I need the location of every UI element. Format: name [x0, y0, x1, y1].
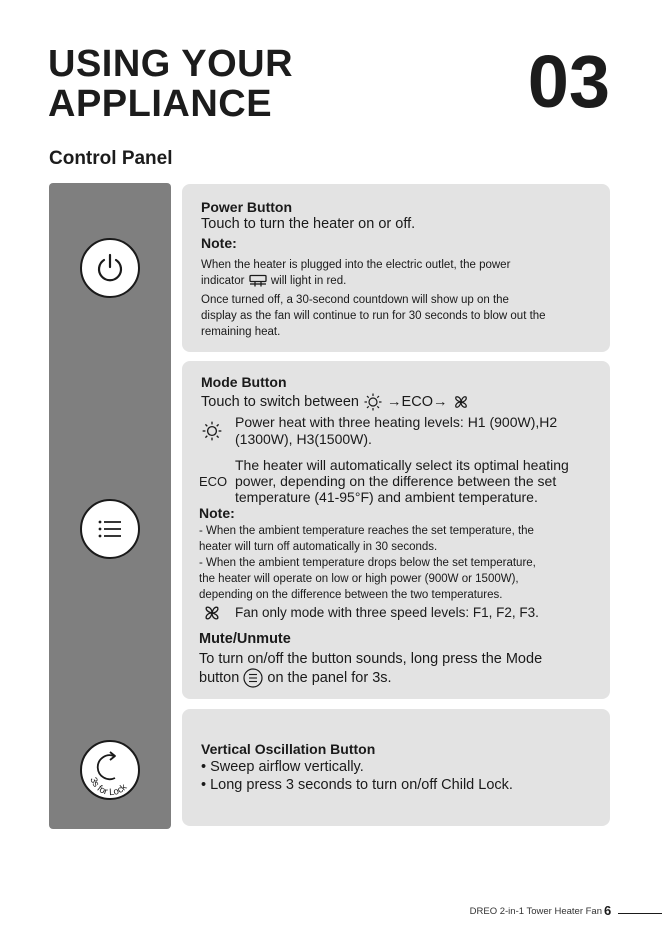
footer-rule — [618, 913, 662, 914]
mute-heading: Mute/Unmute — [199, 631, 291, 647]
mute-line-2-pre: button — [199, 669, 240, 686]
heat-description — [235, 414, 557, 448]
arrow-icon: → — [387, 393, 402, 410]
mode-note-1 — [199, 523, 534, 555]
mute-line-1: To turn on/off the button sounds, long press the Mode — [199, 651, 543, 667]
page-title — [48, 44, 293, 124]
mute-line-2 — [199, 668, 542, 688]
mode-switch-text: Touch to switch between — [201, 393, 359, 410]
mode-note-1-line-1: - When the ambient temperature reaches the set temperature, the — [199, 525, 534, 537]
heat-sun-icon — [201, 420, 223, 442]
eco-line-3: temperature (41-95°F) and ambient temperature. — [235, 489, 538, 505]
oscillation-bullet-1: • Sweep airflow vertically. — [201, 759, 364, 775]
mode-note-label: Note: — [199, 505, 235, 521]
power-note-2-line-2: display as the fan will continue to run for 30 seconds to blow out the — [201, 310, 546, 322]
eco-line-2: power, depending on the difference between the set — [235, 473, 557, 489]
power-note-2 — [201, 292, 546, 340]
power-note-1-pre: indicator — [201, 275, 245, 287]
mode-heading: Mode Button — [201, 374, 287, 390]
mode-note-1-line-2: heater will turn off automatically in 30 seconds. — [199, 541, 438, 553]
title-line-2: APPLIANCE — [48, 83, 273, 125]
title-line-1: USING YOUR — [48, 43, 294, 85]
oscillation-icon — [82, 742, 138, 798]
power-note-1-post: will light in red. — [270, 275, 347, 287]
mode-switch-line — [201, 393, 470, 411]
power-heading: Power Button — [201, 199, 292, 215]
sun-icon — [363, 393, 383, 411]
fan-icon — [452, 393, 470, 411]
heat-line-1: Power heat with three heating levels: H1 (900W),H2 — [235, 414, 558, 430]
mode-menu-icon — [243, 668, 263, 688]
fan-description: Fan only mode with three speed levels: F1, F2, F3. — [235, 605, 539, 620]
menu-icon — [93, 512, 127, 546]
power-note-1-line-2 — [201, 273, 510, 289]
eco-description — [235, 457, 569, 505]
power-note-1-line-1: When the heater is plugged into the electric outlet, the power — [201, 259, 511, 271]
section-title: Control Panel — [49, 148, 173, 169]
chapter-number: 03 — [527, 40, 610, 123]
eco-mode-label: ECO — [199, 474, 228, 489]
mute-description — [199, 650, 542, 688]
arrow-icon: → — [432, 393, 448, 410]
fan-mode-icon — [202, 603, 222, 623]
plug-indicator-icon — [248, 274, 268, 287]
oscillation-heading: Vertical Oscillation Button — [201, 741, 376, 757]
eco-label: ECO — [401, 393, 433, 410]
power-icon — [93, 251, 127, 285]
heat-line-2: (1300W), H3(1500W). — [235, 431, 372, 447]
oscillation-bullet-2: • Long press 3 seconds to turn on/off Child Lock. — [201, 777, 513, 793]
power-note-1 — [201, 257, 510, 289]
power-note-2-line-1: Once turned off, a 30-second countdown will show up on the — [201, 294, 509, 306]
power-button-icon — [80, 238, 140, 298]
mute-line-2-post: on the panel for 3s. — [267, 669, 392, 686]
power-note-label: Note: — [201, 235, 237, 251]
power-note-2-line-3: remaining heat. — [201, 326, 281, 338]
mode-note-2-line-3: depending on the difference between the two temperatures. — [199, 589, 503, 601]
mode-note-2-line-1: - When the ambient temperature drops below the set temperature, — [199, 557, 536, 569]
eco-line-1: The heater will automatically select its optimal heating — [235, 457, 569, 473]
lock-label: 3s for Lock — [87, 775, 130, 798]
mode-note-2-line-2: the heater will operate on low or high power (900W or 1500W), — [199, 573, 519, 585]
oscillation-button-icon — [80, 740, 140, 800]
mode-note-2 — [199, 555, 536, 603]
footer-text: DREO 2-in-1 Tower Heater Fan — [469, 906, 602, 917]
mode-button-icon — [80, 499, 140, 559]
power-description: Touch to turn the heater on or off. — [201, 216, 416, 232]
page-number: 6 — [604, 903, 612, 918]
